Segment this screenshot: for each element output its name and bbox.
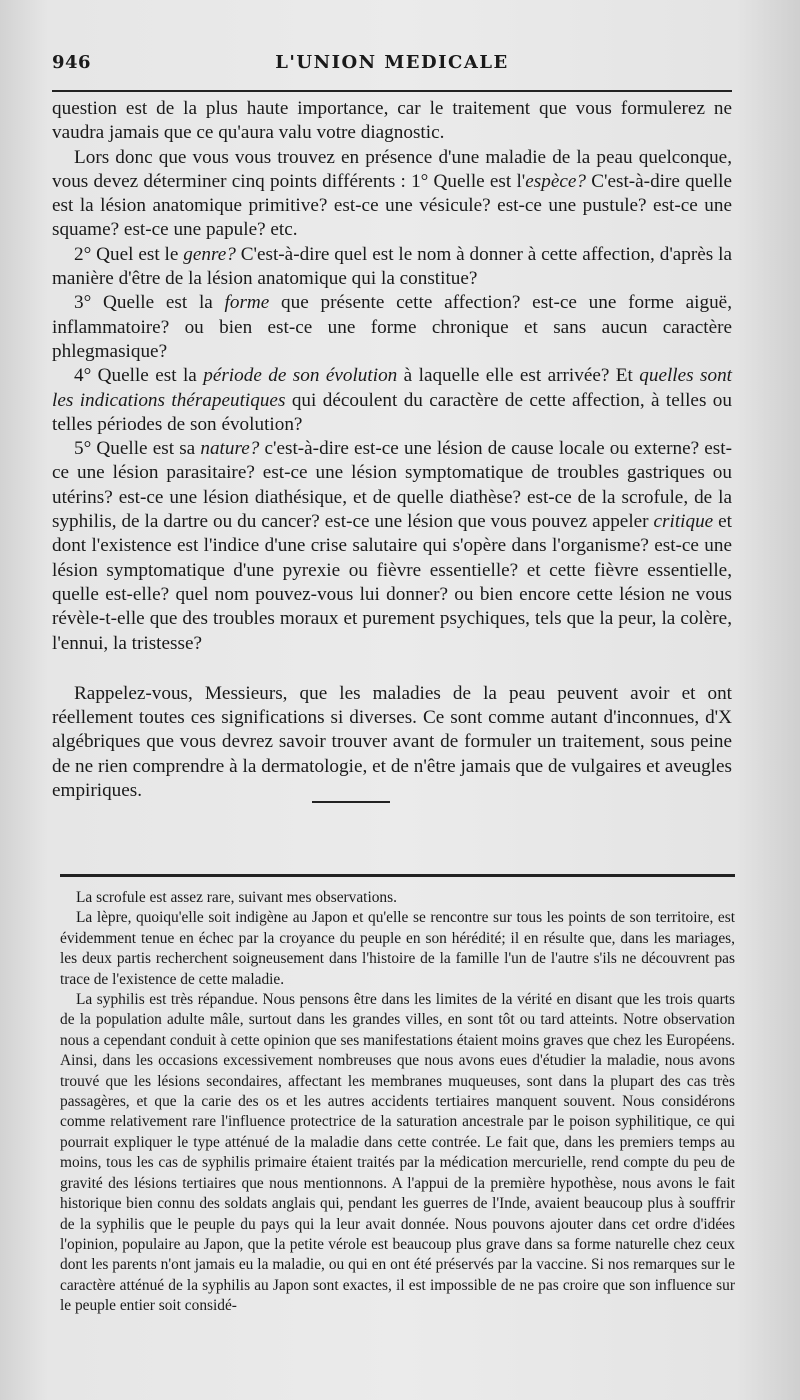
- text-run: que présente cette affection? est-ce une forme aiguë, inflammatoire? ou bien est-ce une forme chronique et sans aucun caractère phlegmasique?: [52, 292, 732, 362]
- footnotes: [60, 888, 735, 1317]
- paragraph-point-3: [52, 291, 732, 364]
- emphasis: critique: [653, 511, 714, 533]
- paragraph-conclusion: Rappelez-vous, Messieurs, que les maladies de la peau peuvent avoir et ont réellement toutes ces significations si diverses. Ce sont comme autant d'inconnues, d'X algébriques que vous devrez savoir trouver avant de formuler un traitement, sous peine de ne rien comprendre à la dermatologie, et de n'être jamais que de vulgaires et aveugles empiriques.: [52, 682, 732, 802]
- text-run: 5° Quelle est sa: [74, 438, 201, 460]
- text-run: 2° Quel est le: [74, 243, 184, 265]
- footnote-rule: [60, 874, 735, 877]
- header-rule: [52, 90, 732, 92]
- text-run: C'est-à-dire quel est le nom à donner à cette affection, d'après la manière d'être de la lésion anatomique qui la constitue?: [52, 243, 732, 290]
- page-number: 946: [52, 52, 92, 73]
- footnote-paragraph: La lèpre, quoiqu'elle soit indigène au Japon et qu'elle se rencontre sur tous les points de son territoire, est évidemment tenue en échec par la croyance du peuple en son hérédité; il en résulte que, dans les mariages, les deux partis recherchent soigneusement dans l'histoire de la famille l'un de l'autre s'ils ne découvrent pas trace de l'existence de cette maladie.: [60, 909, 735, 988]
- text-run: 3° Quelle est la: [74, 292, 225, 314]
- paragraph-intro: [52, 146, 732, 243]
- paragraph-point-4: [52, 364, 732, 437]
- text-run: à laquelle elle est arrivée? Et: [397, 365, 640, 387]
- emphasis: quelles sont les indications thérapeutiques: [52, 365, 732, 411]
- text-run: C'est-à-dire quelle est la lésion anatomique primitive? est-ce une vésicule? est-ce une pustule? est-ce une squame? est-ce une papule? etc.: [52, 170, 732, 241]
- footnote-paragraph: La scrofule est assez rare, suivant mes observations.: [76, 889, 397, 906]
- text-run: et dont l'existence est l'indice d'une crise salutaire qui s'opère dans l'organisme? est-ce une lésion symptomatique d'une pyrexie ou fièvre essentielle? et cette fièvre essentielle, quelle est-elle? quel nom pouvez-vous lui donner? ou bien encore cette lésion ne vous révèle-t-elle que des troubles moraux et purement psychiques, tels que la peur, la colère, l'ennui, la tristesse?: [52, 511, 732, 654]
- emphasis: nature?: [200, 438, 260, 460]
- text-run: c'est-à-dire est-ce une lésion de cause locale ou externe? est-ce une lésion parasitaire? est-ce une lésion symptomatique de troubles gastriques ou utérins? est-ce une lésion diathésique, et de quelle diathèse? est-ce de la scrofule, de la syphilis, de la dartre ou du cancer? est-ce une lésion que vous pouvez appeler: [52, 438, 732, 533]
- emphasis: espèce?: [525, 170, 586, 192]
- text-run: qui découlent du caractère de cette affection, à telles ou telles périodes de son évolution?: [52, 389, 732, 435]
- section-separator: [312, 801, 390, 803]
- emphasis: genre?: [183, 243, 236, 265]
- running-title: L'UNION MEDICALE: [275, 52, 509, 73]
- emphasis: forme: [224, 292, 270, 314]
- paragraph-point-2: [52, 243, 732, 292]
- emphasis: période de son évolution: [203, 365, 398, 387]
- page-header: [52, 52, 732, 86]
- footnote-paragraph: La syphilis est très répandue. Nous pensons être dans les limites de la vérité en disant que les trois quarts de la population adulte mâle, surtout dans les grandes villes, en sont tôt ou tard atteints. Notre observation nous a cependant conduit à cette opinion que ses manifestations étaient moins graves que chez les Européens. Ainsi, dans les occasions excessivement nombreuses que nous avons eues d'étudier la maladie, nous avons trouvé que les lésions secondaires, affectant les membranes muqueuses, sont dans la plupart des cas très passagères, et que la carie des os et les autres accidents tertiaires manquent souvent. Nous considérons comme relativement rare l'influence protectrice de la saturation ancestrale par le poison syphilitique, ce qui pourrait expliquer le type atténué de la maladie dans cette contrée. Le fait que, dans les premiers temps au moins, tous les cas de syphilis primaire étaient traités par la médication mercurielle, rend compte du peu de gravité des lésions tertiaires que nous mentionnons. A l'appui de la première hypothèse, nous avons le fait historique bien connu des soldats anglais qui, pendant les guerres de l'Inde, avaient beaucoup plus à souffrir de la syphilis que le peuple du pays qui la leur avait donnée. Nous pouvons ajouter dans cet ordre d'idées l'opinion, populaire au Japon, que la petite vérole est beaucoup plus grave dans sa forme naturelle chez ceux dont les parents n'ont jamais eu la maladie, ou qui en ont été préservés par la vaccine. Si nos remarques sur le caractère atténué de la syphilis au Japon sont exactes, il est impossible de ne pas croire que son influence sur le peuple entier soit considé-: [60, 991, 735, 1315]
- main-text: [52, 97, 732, 803]
- text-run: Lors donc que vous vous trouvez en présence d'une maladie de la peau quelconque, vous devez déterminer cinq points différents : 1° Quelle est l': [52, 146, 732, 192]
- paragraph-point-5: [52, 437, 732, 656]
- paragraph-continuation: question est de la plus haute importance, car le traitement que vous formulerez ne vaudra jamais que ce qu'aura valu votre diagnostic.: [52, 98, 732, 144]
- text-run: 4° Quelle est la: [74, 365, 204, 387]
